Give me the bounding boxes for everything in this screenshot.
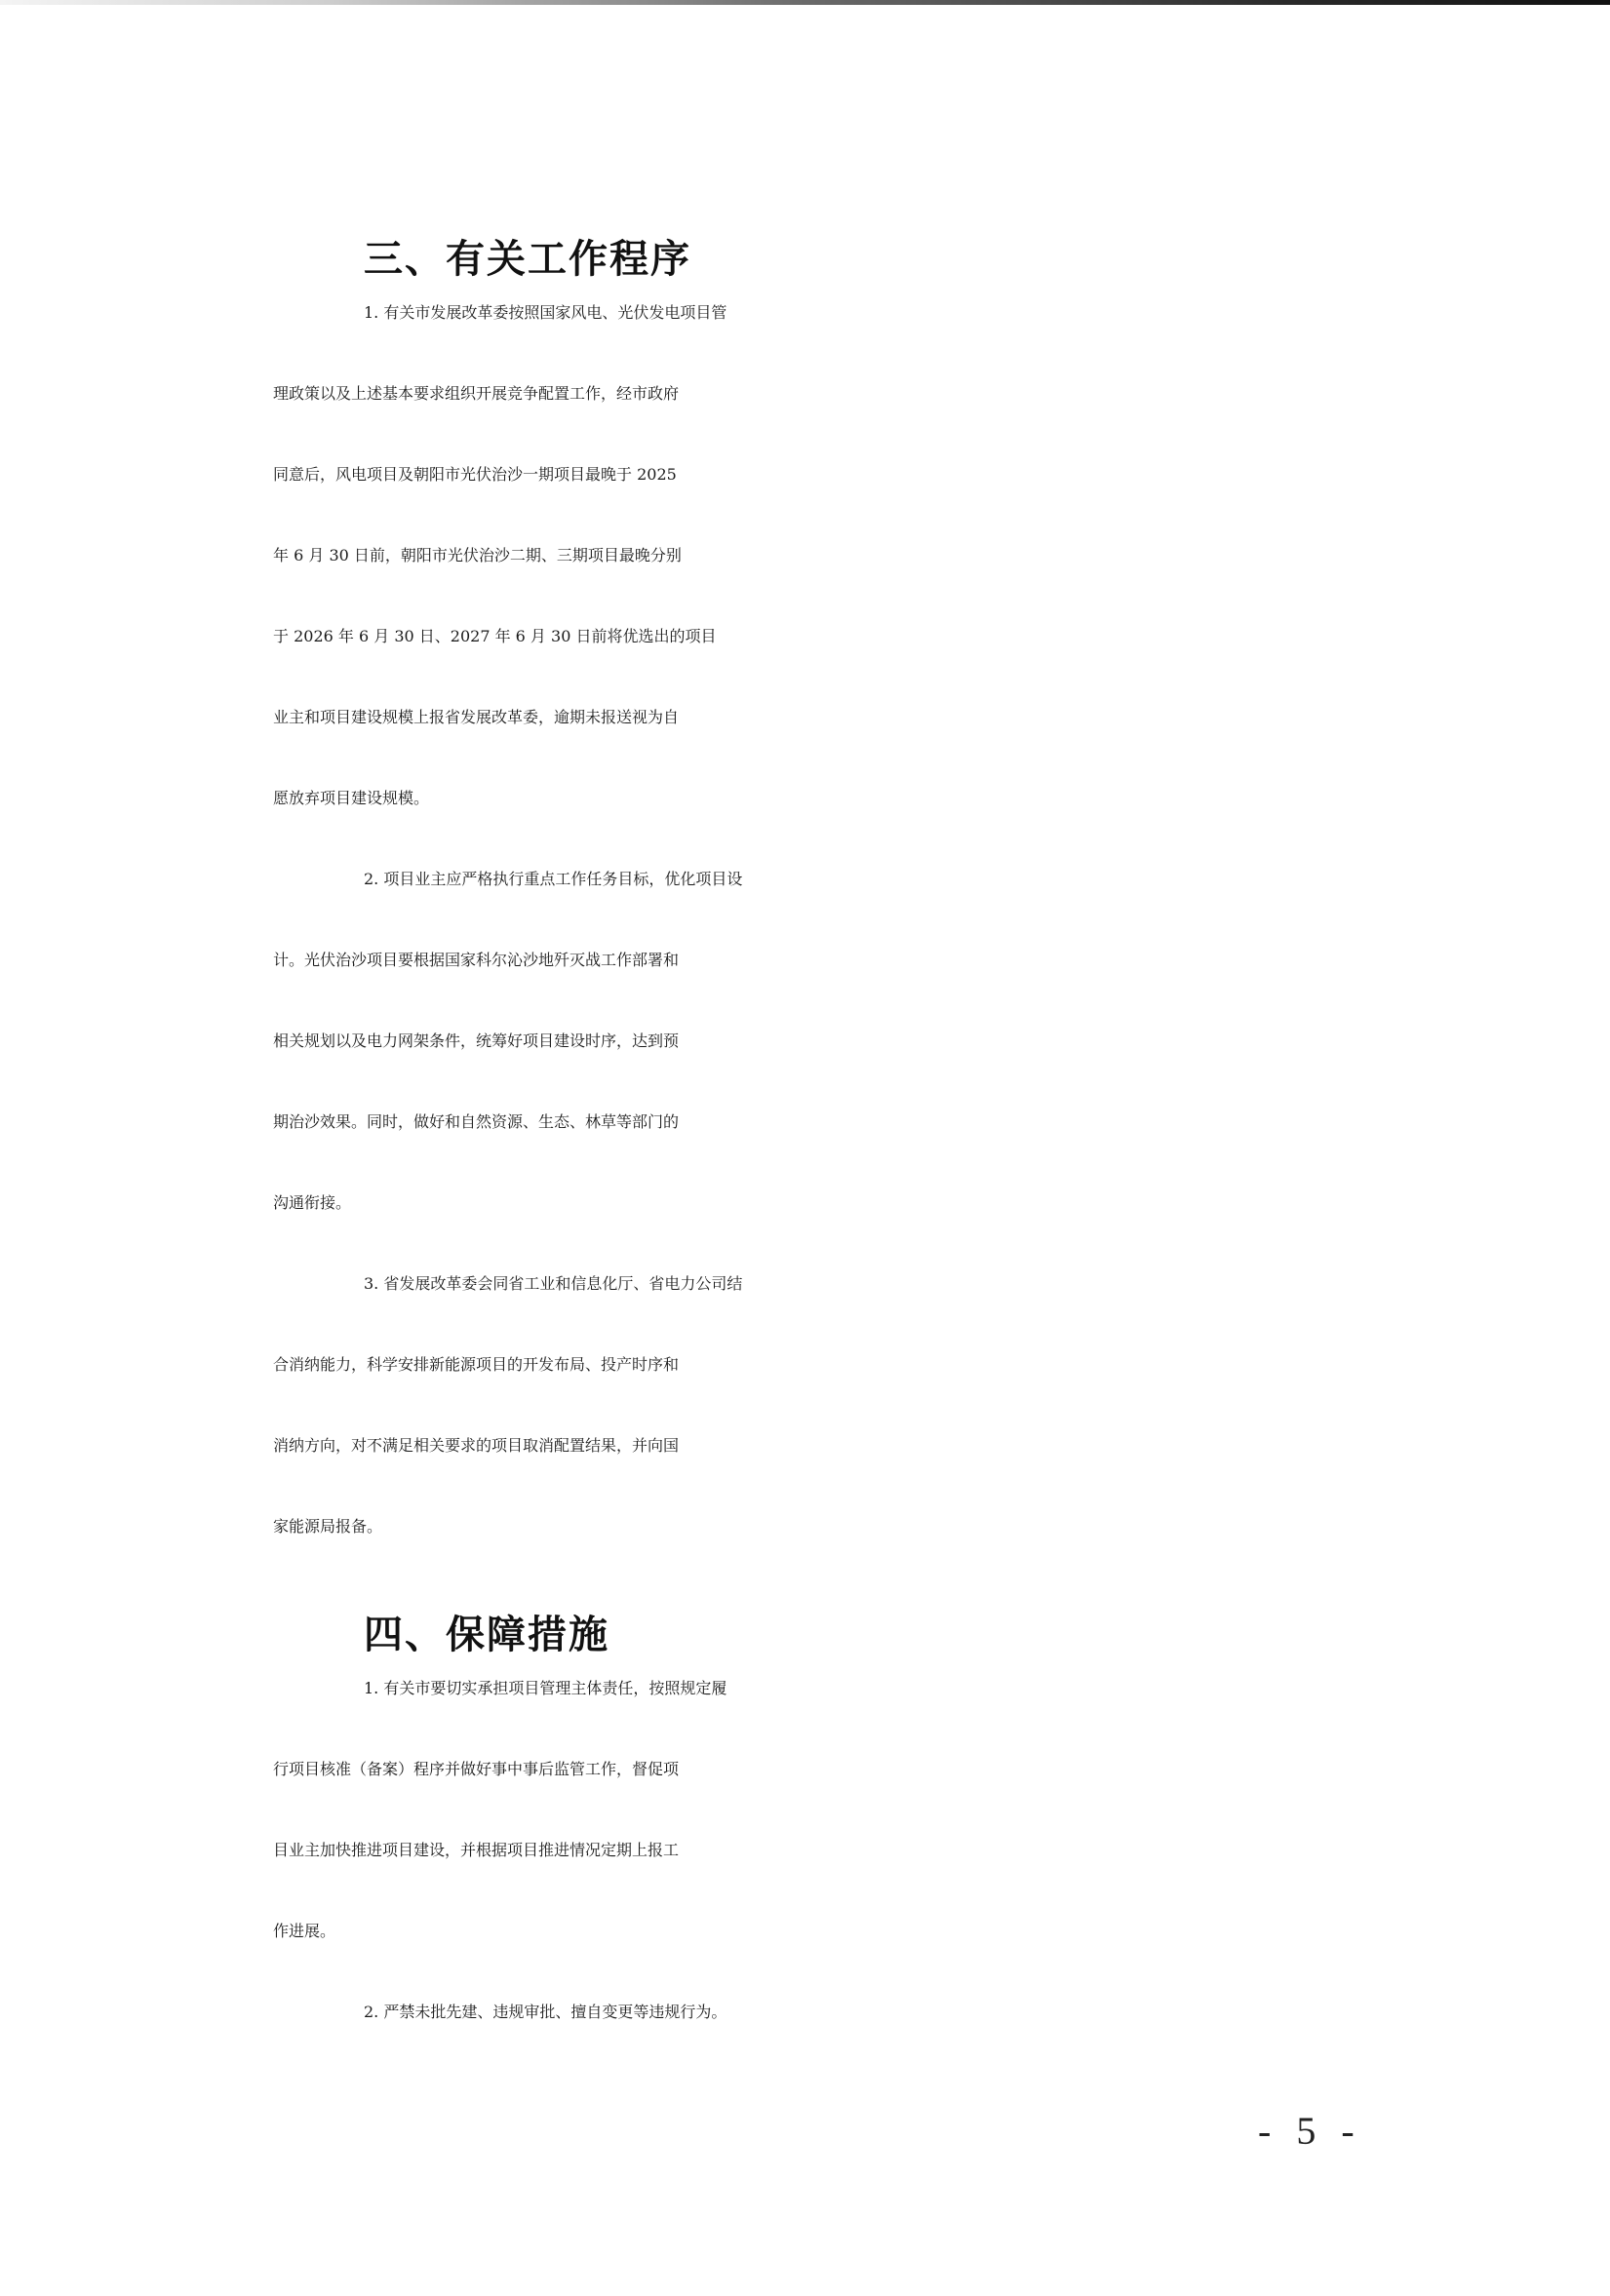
paragraph-safeguard-2 [273, 2000, 1371, 2081]
paragraph-safeguard-1 [273, 1676, 1371, 2000]
section-heading-safeguards: 四、保障措施 [364, 1613, 609, 1657]
text-line: 3. 省发展改革委会同省工业和信息化厅、省电力公司结 [364, 1274, 743, 1293]
page-number: - 5 - [1258, 2109, 1362, 2153]
text-line: 2. 严禁未批先建、违规审批、擅自变更等违规行为。 [364, 2003, 727, 2021]
text-line: 1. 有关市发展改革委按照国家风电、光伏发电项目管 [364, 303, 727, 322]
text-line: 期治沙效果。同时，做好和自然资源、生态、林草等部门的 [273, 1112, 680, 1131]
paragraph-procedure-1 [273, 300, 1371, 867]
text-line: 消纳方向，对不满足相关要求的项目取消配置结果，并向国 [273, 1436, 680, 1455]
scan-edge-shadow [0, 0, 1610, 5]
text-line: 年 6 月 30 日前，朝阳市光伏治沙二期、三期项目最晚分别 [273, 546, 682, 564]
text-line: 计。光伏治沙项目要根据国家科尔沁沙地歼灭战工作部署和 [273, 951, 680, 969]
text-line: 2. 项目业主应严格执行重点工作任务目标，优化项目设 [364, 870, 743, 888]
document-page [273, 219, 1371, 2081]
text-line: 于 2026 年 6 月 30 日、2027 年 6 月 30 日前将优选出的项目 [273, 627, 717, 645]
text-line: 作进展。 [273, 1922, 336, 1940]
text-line: 目业主加快推进项目建设，并根据项目推进情况定期上报工 [273, 1841, 680, 1859]
text-line: 业主和项目建设规模上报省发展改革委，逾期未报送视为自 [273, 708, 680, 726]
text-line: 愿放弃项目建设规模。 [273, 789, 430, 807]
section-heading-procedures: 三、有关工作程序 [364, 237, 691, 282]
paragraph-procedure-3 [273, 1271, 1371, 1595]
text-line: 相关规划以及电力网架条件，统筹好项目建设时序，达到预 [273, 1031, 680, 1050]
text-line: 理政策以及上述基本要求组织开展竞争配置工作，经市政府 [273, 384, 680, 403]
text-line: 同意后，风电项目及朝阳市光伏治沙一期项目最晚于 2025 [273, 465, 677, 484]
paragraph-procedure-2 [273, 867, 1371, 1271]
text-line: 行项目核准（备案）程序并做好事中事后监管工作，督促项 [273, 1760, 680, 1778]
text-line: 家能源局报备。 [273, 1517, 383, 1536]
text-line: 合消纳能力，科学安排新能源项目的开发布局、投产时序和 [273, 1355, 680, 1374]
text-line: 1. 有关市要切实承担项目管理主体责任，按照规定履 [364, 1679, 727, 1697]
text-line: 沟通衔接。 [273, 1193, 352, 1212]
